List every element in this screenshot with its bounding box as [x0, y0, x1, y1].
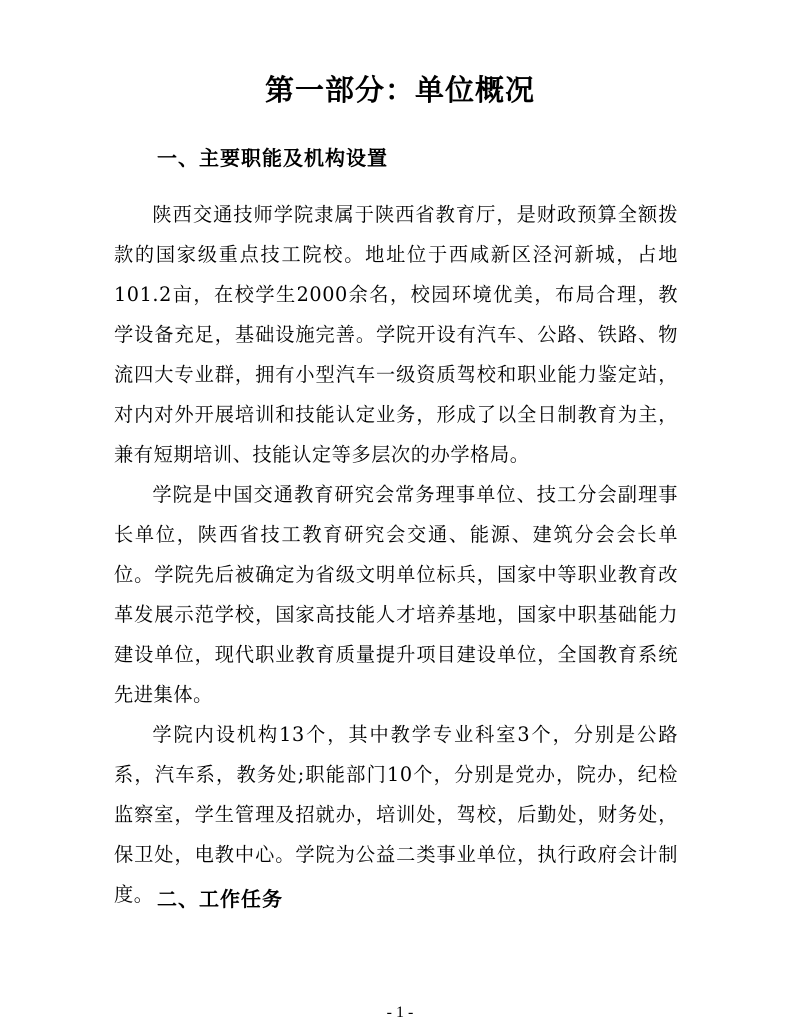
- section-heading-functions: 一、主要职能及机构设置: [157, 146, 388, 170]
- page-title: 第一部分：单位概况: [264, 73, 535, 107]
- page-number: - 1 -: [386, 1004, 414, 1021]
- body-text: [114, 195, 678, 915]
- section-heading-tasks: 二、工作任务: [157, 887, 283, 911]
- paragraph-honors: 学院是中国交通教育研究会常务理事单位、技工分会副理事长单位，陕西省技工教育研究会交通、能源、建筑分会会长单位。学院先后被确定为省级文明单位标兵，国家中等职业教育改革发展示范学校，国家高技能人才培养基地，国家中职基础能力建设单位，现代职业教育质量提升项目建设单位，全国教育系统先进集体。: [114, 483, 678, 706]
- paragraph-overview: 陕西交通技师学院隶属于陕西省教育厅，是财政预算全额拨款的国家级重点技工院校。地址位于西咸新区泾河新城，占地101.2亩，在校学生2000余名，校园环境优美，布局合理，教学设备充足，基础设施完善。学院开设有汽车、公路、铁路、物流四大专业群，拥有小型汽车一级资质驾校和职业能力鉴定站，对内对外开展培训和技能认定业务，形成了以全日制教育为主，兼有短期培训、技能认定等多层次的办学格局。: [114, 203, 678, 466]
- paragraph-structure: 学院内设机构13个，其中教学专业科室3个，分别是公路系，汽车系，教务处;职能部门10个，分别是党办，院办，纪检监察室，学生管理及招就办，培训处，驾校，后勤处，财务处，保卫处，电教中心。学院为公益二类事业单位，执行政府会计制度。: [114, 723, 678, 906]
